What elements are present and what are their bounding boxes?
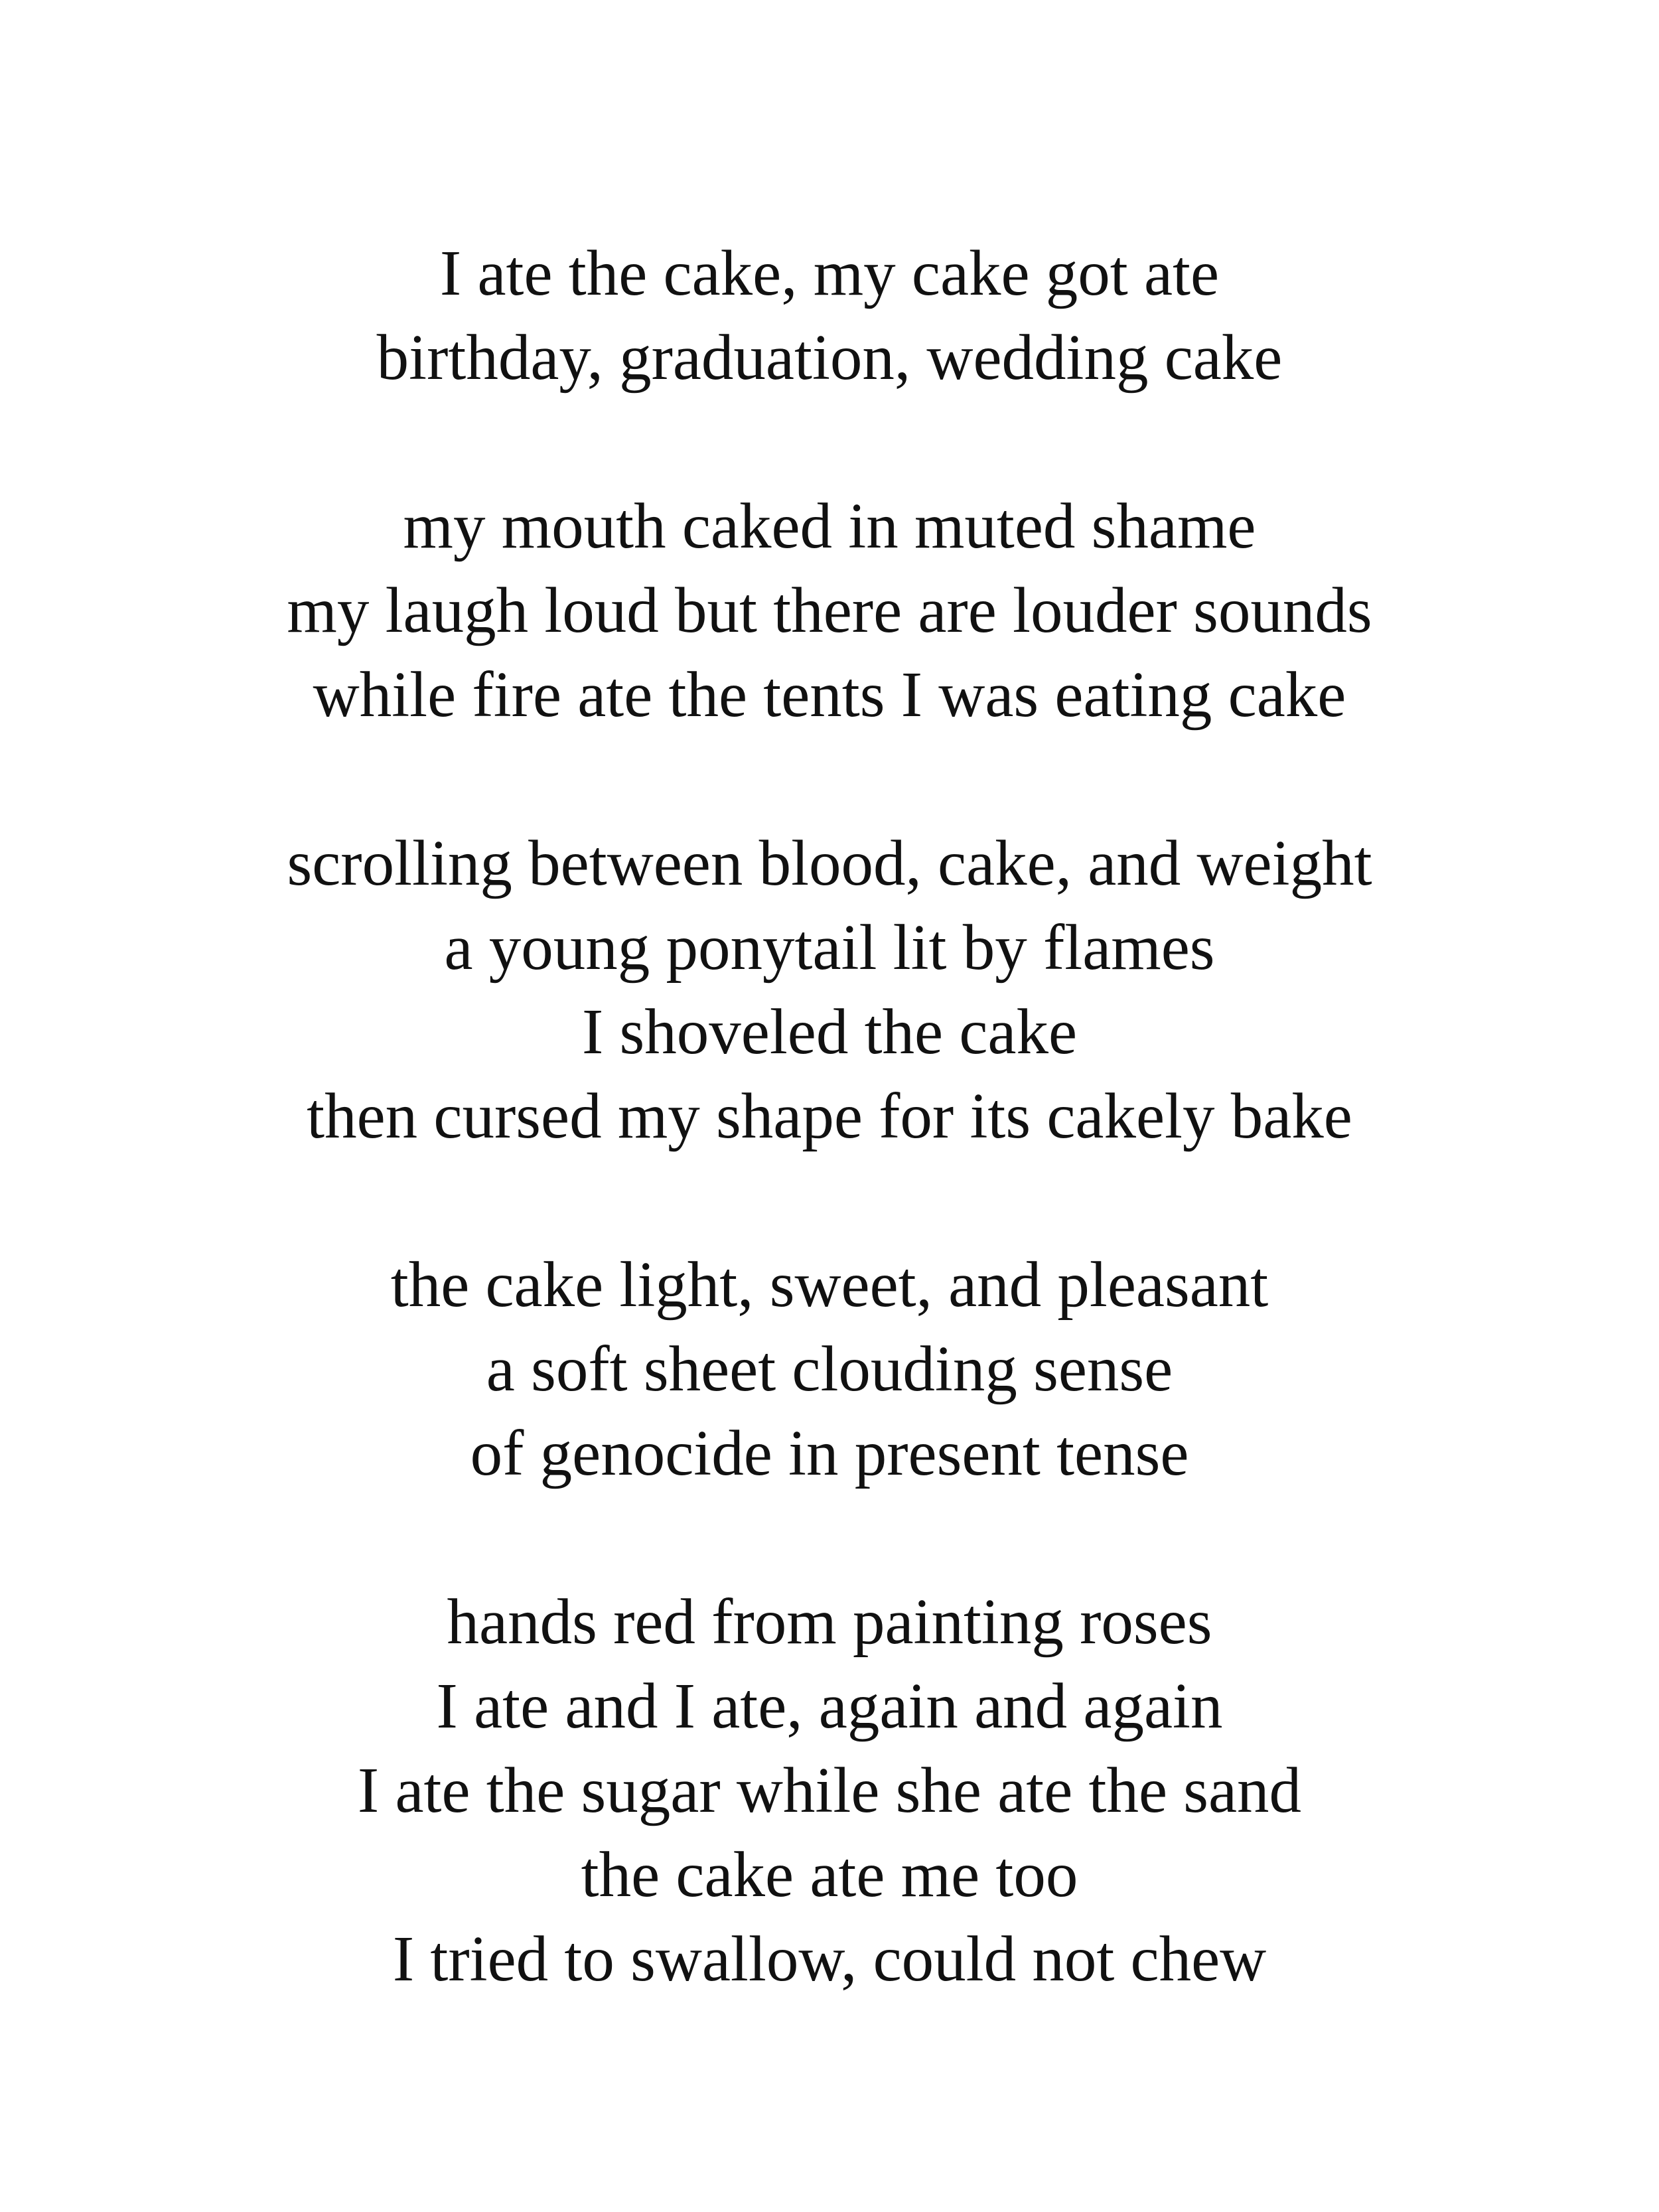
poem-line: I ate the sugar while she ate the sand	[357, 1755, 1302, 1826]
poem-line: my mouth caked in muted shame	[403, 490, 1256, 561]
poem-line: I ate and I ate, again and again	[436, 1670, 1223, 1741]
poem-line: of genocide in present tense	[470, 1418, 1189, 1489]
poem-line: scrolling between blood, cake, and weight	[287, 828, 1372, 899]
stanza-4	[0, 1242, 1659, 1495]
poem-line: a young ponytail lit by flames	[444, 912, 1215, 983]
poem-line: the cake light, sweet, and pleasant	[390, 1249, 1269, 1320]
poem-body	[0, 231, 1659, 2001]
poem-line: a soft sheet clouding sense	[486, 1333, 1173, 1404]
poem-line: birthday, graduation, wedding cake	[376, 322, 1283, 393]
stanza-2	[0, 484, 1659, 737]
poem-line: I shoveled the cake	[581, 996, 1078, 1067]
poem-line: my laugh loud but there are louder sounds	[287, 575, 1372, 646]
poem-line: then cursed my shape for its cakely bake	[307, 1080, 1352, 1151]
stanza-1	[0, 231, 1659, 400]
poem-line: the cake ate me too	[581, 1839, 1078, 1910]
stanza-3	[0, 821, 1659, 1158]
poem-line: I tried to swallow, could not chew	[392, 1923, 1267, 1994]
poem-line: hands red from painting roses	[447, 1586, 1212, 1657]
poem-line: while fire ate the tents I was eating cake	[313, 659, 1346, 730]
stanza-5	[0, 1580, 1659, 2001]
poem-line: I ate the cake, my cake got ate	[439, 238, 1220, 309]
